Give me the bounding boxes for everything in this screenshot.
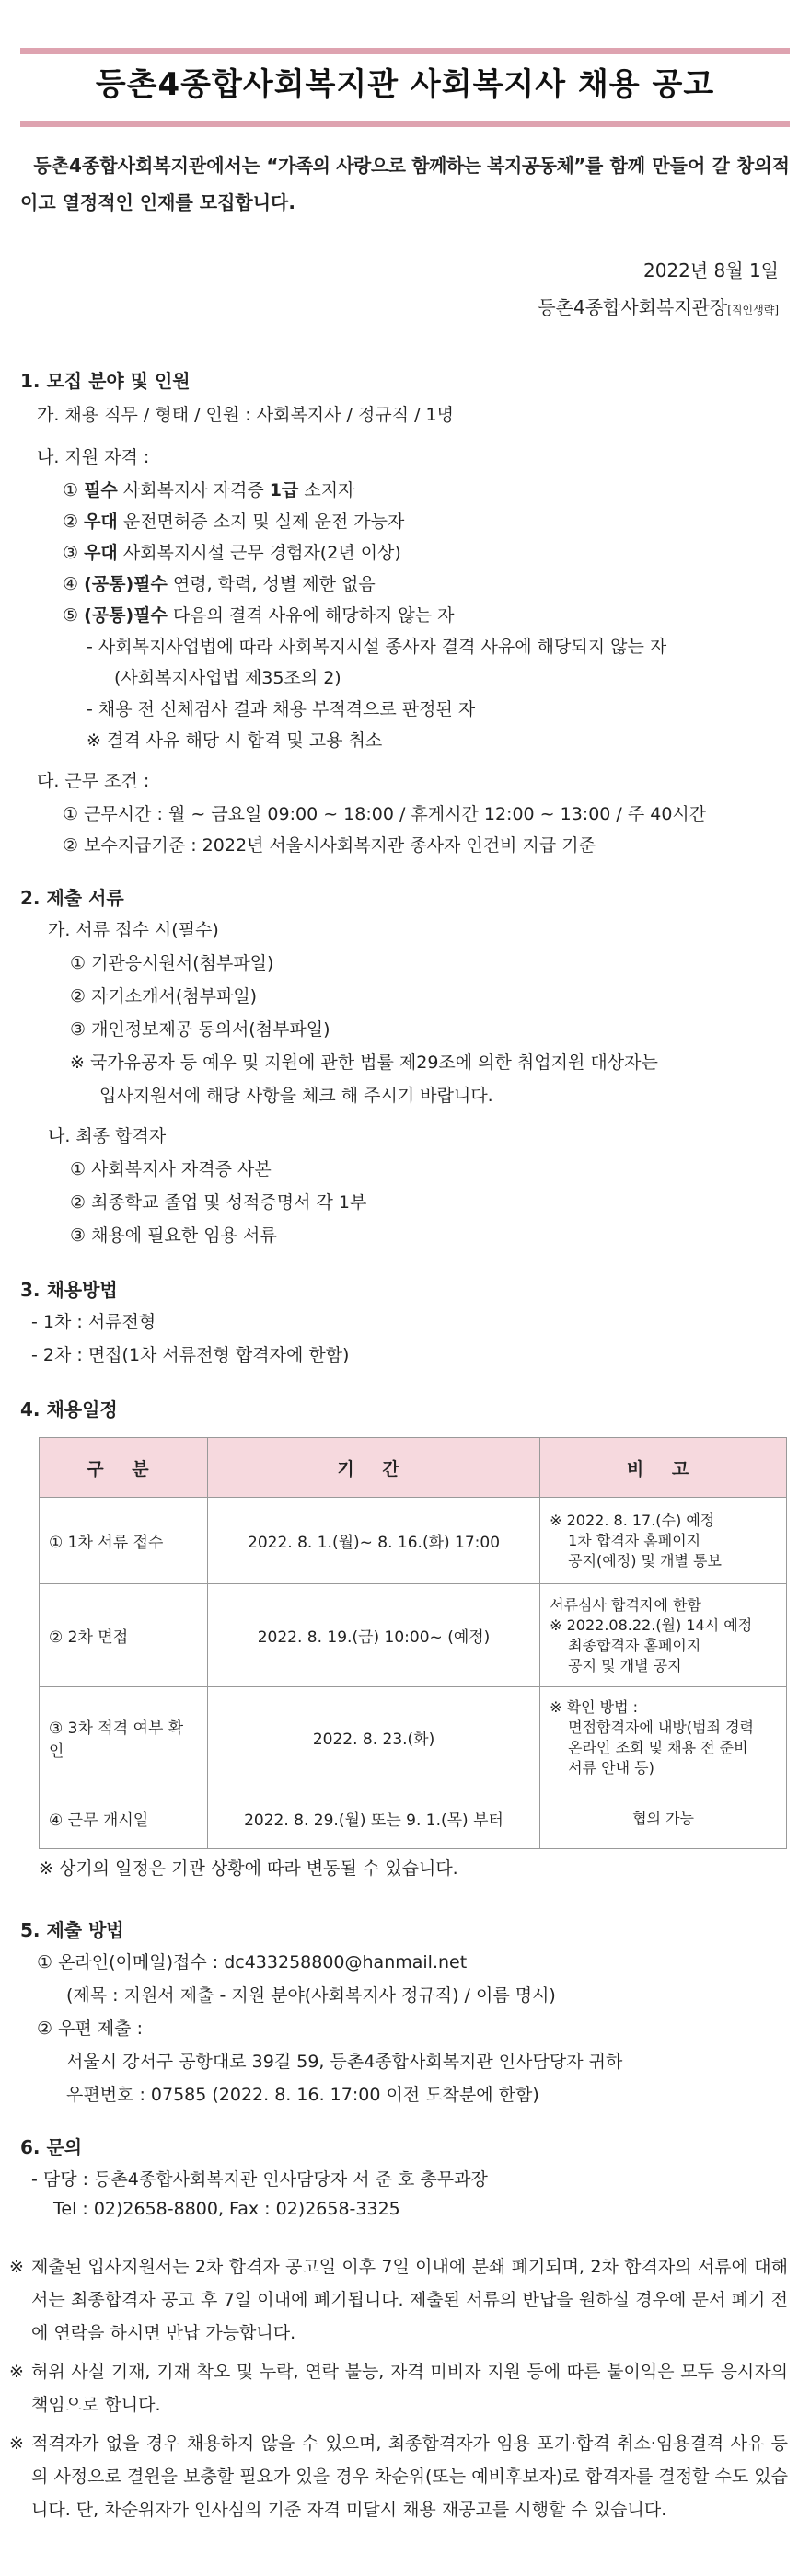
stage-cell: ② 2차 면접 — [40, 1584, 208, 1687]
email-submission: ① 온라인(이메일)접수 : dc433258800@hanmail.net — [37, 1952, 468, 1972]
section-3-heading: 3. 채용방법 — [20, 1279, 118, 1301]
disqualification-2: - 채용 전 신체검사 결과 채용 부적격으로 판정된 자 — [87, 699, 476, 719]
section-4-heading: 4. 채용일정 — [20, 1398, 118, 1420]
q1-tail: 소지자 — [298, 480, 355, 500]
note-line: 1차 합격자 홈페이지 — [568, 1531, 701, 1549]
disqualification-note: ※ 결격 사유 해당 시 합격 및 고용 취소 — [87, 730, 383, 751]
qualification-4: ④ (공통)필수 연령, 학력, 성별 제한 없음 — [63, 574, 376, 594]
postal-submission: ② 우편 제출 : — [37, 2018, 143, 2039]
method-1: - 1차 : 서류전형 — [31, 1312, 156, 1332]
qualification-3: ③ 우대 사회복지시설 근무 경험자(2년 이상) — [63, 543, 401, 563]
note-block — [9, 2427, 788, 2526]
note-line: 서류 안내 등) — [568, 1758, 654, 1777]
intro-after: 를 함께 만들어 갈 창의적이고 열정적인 인재를 모집합니다. — [20, 155, 790, 213]
note-line: 면접합격자에 내방(범죄 경력 — [568, 1718, 755, 1736]
q3-text: 사회복지시설 근무 경험자(2년 이상) — [117, 543, 401, 563]
schedule-table — [39, 1437, 787, 1849]
note-line: 온라인 조회 및 채용 전 준비 — [568, 1738, 748, 1756]
doc-2: ② 자기소개서(첨부파일) — [70, 986, 258, 1006]
q1-grade: 1급 — [269, 480, 299, 500]
note-cell — [540, 1584, 787, 1687]
qualification-2: ② 우대 운전면허증 소지 및 실제 운전 가능자 — [63, 512, 405, 532]
final-doc-1: ① 사회복지사 자격증 사본 — [70, 1159, 272, 1179]
q1-required: 필수 — [84, 480, 118, 500]
postal-code: 우편번호 : 07585 (2022. 8. 16. 17:00 이전 도착분에 한함) — [66, 2085, 539, 2105]
signer — [538, 293, 779, 319]
top-divider — [20, 48, 790, 54]
q5-common: (공통)필수 — [84, 605, 168, 626]
table-header-row — [40, 1438, 787, 1498]
section-2-heading: 2. 제출 서류 — [20, 887, 124, 909]
qualification-5: ⑤ (공통)필수 다음의 결격 사유에 해당하지 않는 자 — [63, 605, 455, 626]
note-mark: ※ — [9, 2362, 24, 2382]
doc-3: ③ 개인정보제공 동의서(첨부파일) — [70, 1019, 330, 1040]
intro-paragraph — [20, 147, 790, 221]
note-mark: ※ — [9, 2257, 24, 2277]
note-cell — [540, 1687, 787, 1788]
note-block — [9, 2250, 788, 2350]
signer-name: 등촌4종합사회복지관장 — [538, 296, 728, 318]
q3-preferred: 우대 — [84, 543, 118, 563]
q4-common: (공통)필수 — [84, 574, 168, 594]
postal-address: 서울시 강서구 공항대로 39길 59, 등촌4종합사회복지관 인사담당자 귀하 — [66, 2052, 623, 2072]
period-cell: 2022. 8. 23.(화) — [207, 1687, 539, 1788]
col-stage: 구 분 — [40, 1438, 208, 1498]
contact-phone-fax: Tel : 02)2658-8800, Fax : 02)2658-3325 — [53, 2199, 400, 2219]
note-block — [9, 2355, 788, 2421]
s1-na: 나. 지원 자격 : — [37, 447, 150, 467]
table-row — [40, 1687, 787, 1788]
note-text: 허위 사실 기재, 기재 착오 및 누락, 연락 불능, 자격 미비자 지원 등에 따른 불이익은 모두 응시자의 책임으로 합니다. — [31, 2362, 788, 2415]
veteran-note-2: 입사지원서에 해당 사항을 체크 해 주시기 바랍니다. — [99, 1086, 493, 1106]
s2-na: 나. 최종 합격자 — [48, 1126, 167, 1146]
note-line: 공지(예정) 및 개별 통보 — [568, 1551, 722, 1570]
s2-ga: 가. 서류 접수 시(필수) — [48, 920, 219, 940]
period-cell: 2022. 8. 19.(금) 10:00~ (예정) — [207, 1584, 539, 1687]
section-6-heading: 6. 문의 — [20, 2136, 83, 2158]
col-period: 기 간 — [207, 1438, 539, 1498]
q2-text: 운전면허증 소지 및 실제 운전 가능자 — [117, 512, 405, 532]
salary-basis: ② 보수지급기준 : 2022년 서울시사회복지관 종사자 인건비 지급 기준 — [63, 835, 596, 856]
email-subject-rule: (제목 : 지원서 제출 - 지원 분야(사회복지사 정규직) / 이름 명시) — [66, 1985, 556, 2006]
note-line: ※ 2022. 8. 17.(수) 예정 — [550, 1511, 715, 1529]
s1-da: 다. 근무 조건 : — [37, 771, 150, 791]
notice-date: 2022년 8월 1일 — [642, 259, 779, 282]
note-line: ※ 2022.08.22.(월) 14시 예정 — [550, 1616, 753, 1634]
note-cell: 협의 가능 — [540, 1788, 787, 1849]
schedule-footnote: ※ 상기의 일정은 기관 상황에 따라 변동될 수 있습니다. — [39, 1858, 458, 1879]
note-line: 공지 및 개별 공지 — [568, 1656, 682, 1674]
title-underline — [20, 121, 790, 127]
period-cell: 2022. 8. 1.(월)~ 8. 16.(화) 17:00 — [207, 1498, 539, 1584]
col-note: 비 고 — [540, 1438, 787, 1498]
note-mark: ※ — [9, 2433, 24, 2454]
veteran-note: ※ 국가유공자 등 예우 및 지원에 관한 법률 제29조에 의한 취업지원 대상자는 — [70, 1052, 658, 1073]
q2-preferred: 우대 — [84, 512, 118, 532]
table-row — [40, 1788, 787, 1849]
note-cell — [540, 1498, 787, 1584]
intro-before: 등촌4종합사회복지관에서는 — [33, 155, 267, 177]
disqualification-1-ref: (사회복지사업법 제35조의 2) — [114, 668, 341, 688]
qualification-1: ① 필수 사회복지사 자격증 1급 소지자 — [63, 480, 355, 500]
intro-slogan: “가족의 사랑으로 함께하는 복지공동체” — [266, 155, 585, 177]
final-doc-3: ③ 채용에 필요한 임용 서류 — [70, 1225, 277, 1246]
table-row — [40, 1498, 787, 1584]
disqualification-1: - 사회복지사업법에 따라 사회복지시설 종사자 결격 사유에 해당되지 않는 자 — [87, 637, 667, 657]
q5-text: 다음의 결격 사유에 해당하지 않는 자 — [167, 605, 455, 626]
stage-cell: ③ 3차 적격 여부 확인 — [40, 1687, 208, 1788]
section-1-heading: 1. 모집 분야 및 인원 — [20, 370, 191, 392]
q1-text: 사회복지사 자격증 — [117, 480, 270, 500]
contact-person: - 담당 : 등촌4종합사회복지관 인사담당자 서 준 호 총무과장 — [31, 2169, 488, 2190]
stage-cell: ④ 근무 개시일 — [40, 1788, 208, 1849]
doc-1: ① 기관응시원서(첨부파일) — [70, 953, 274, 973]
note-line: 최종합격자 홈페이지 — [568, 1636, 701, 1654]
page-title: 등촌4종합사회복지관 사회복지사 채용 공고 — [95, 66, 715, 103]
note-line: ※ 확인 방법 : — [550, 1697, 639, 1716]
note-text: 제출된 입사지원서는 2차 합격자 공고일 이후 7일 이내에 분쇄 폐기되며, 2차 합격자의 서류에 대해서는 최종합격자 공고 후 7일 이내에 폐기됩니다. 제출된 서류의 반납을 원하실 경우에 문서 폐기 전에 연락을 하시면 반납 가능합니다. — [31, 2257, 788, 2343]
work-hours: ① 근무시간 : 월 ~ 금요일 09:00 ~ 18:00 / 휴게시간 12:00 ~ 13:00 / 주 40시간 — [63, 804, 707, 824]
q4-text: 연령, 학력, 성별 제한 없음 — [167, 574, 376, 594]
table-row — [40, 1584, 787, 1687]
note-line: 서류심사 합격자에 한함 — [550, 1595, 701, 1614]
seal-omitted: [직인생략] — [727, 304, 779, 316]
period-cell: 2022. 8. 29.(월) 또는 9. 1.(목) 부터 — [207, 1788, 539, 1849]
note-text: 적격자가 없을 경우 채용하지 않을 수 있으며, 최종합격자가 임용 포기·합격 취소·임용결격 사유 등의 사정으로 결원을 보충할 필요가 있을 경우 차순위(또는 예비후보자)로 합격자를 결정할 수도 있습니다. 단, 차순위자가 인사심의 기준 자격 미달시 채용 재공고를 시행할 수 있습니다. — [31, 2433, 788, 2520]
s1-ga: 가. 채용 직무 / 형태 / 인원 : 사회복지사 / 정규직 / 1명 — [37, 405, 454, 425]
final-doc-2: ② 최종학교 졸업 및 성적증명서 각 1부 — [70, 1192, 367, 1213]
stage-cell: ① 1차 서류 접수 — [40, 1498, 208, 1584]
section-5-heading: 5. 제출 방법 — [20, 1919, 124, 1941]
method-2: - 2차 : 면접(1차 서류전형 합격자에 한함) — [31, 1345, 350, 1365]
